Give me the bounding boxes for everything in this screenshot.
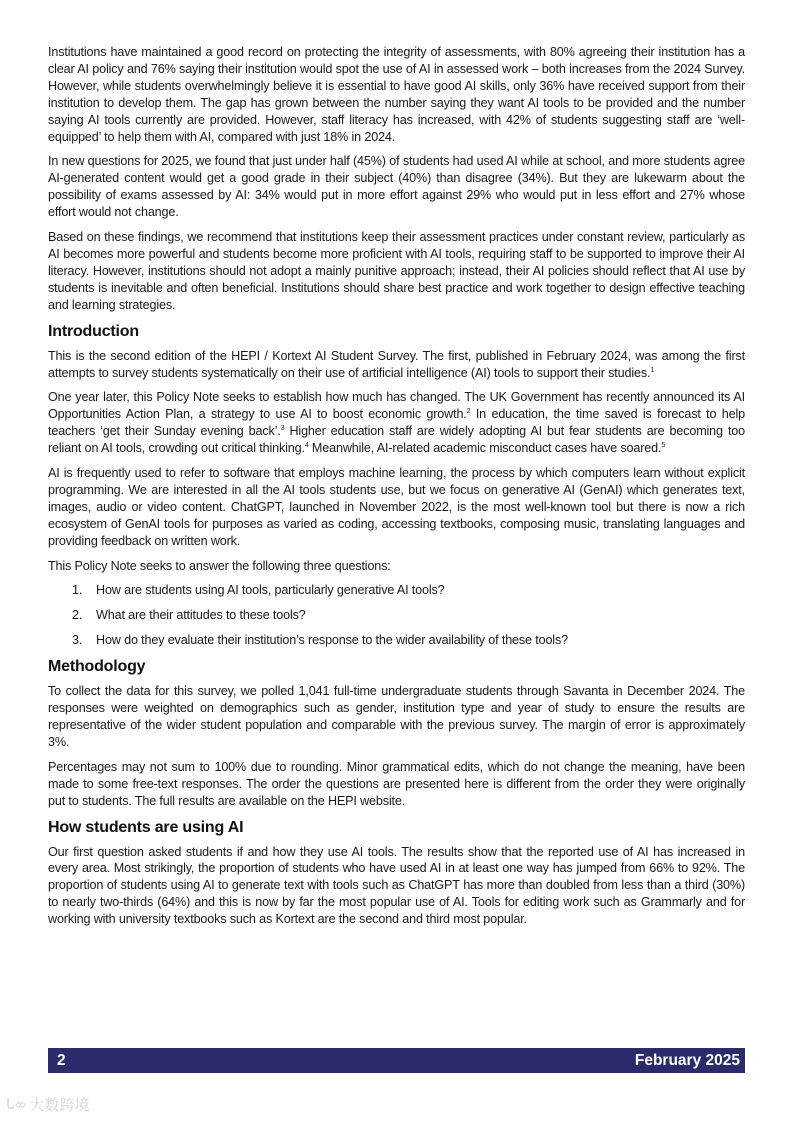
list-item — [48, 607, 745, 624]
summary-paragraph-1: Institutions have maintained a good record on protecting the integrity of assessments, with 80% agreeing their institution has a clear AI policy and 76% saying their institution would spot the use of AI in assessed work – both increases from the 2024 Survey. However, while students overwhelmingly believe it is essential to have good AI skills, only 36% have received support from their institution to develop them. The gap has grown between the number saying they want AI tools to be provided and the number saying AI tools currently are provided. However, staff literacy has increased, with 42% of students suggesting staff are ‘well-equipped’ to help them with AI, compared with just 18% in 2024. — [48, 45, 745, 144]
footnote-ref-5[interactable]: 5 — [661, 442, 666, 450]
watermark — [6, 1094, 89, 1115]
list-item-number: 1. — [72, 583, 83, 598]
methodology-heading: Methodology — [48, 658, 146, 676]
introduction-paragraph-2 — [48, 389, 745, 457]
introduction-paragraph-2-text-b: In education, the time saved is forecast to help teachers ‘get their Sunday evening back’. — [48, 407, 745, 439]
footnote-ref-3[interactable]: 3 — [280, 425, 285, 433]
summary-paragraph-3: Based on these findings, we recommend that institutions keep their assessment practices under constant review, particularly as AI becomes more powerful and students become more proficient with AI tools, requiring staff to be supported to improve their AI literacy. However, institutions should not adopt a mainly punitive approach; instead, their AI policies should reflect that AI use by students is inevitable and often beneficial. Institutions should share best practice and work together to design effective teaching and learning strategies. — [48, 230, 745, 312]
list-item-text: What are their attitudes to these tools? — [96, 608, 306, 623]
list-item-number: 2. — [72, 608, 83, 623]
introduction-paragraph-2-text-a: One year later, this Policy Note seeks to establish how much has changed. The UK Government has recently announced its AI Opportunities Action Plan, a strategy to use AI to boost economic growth. — [48, 390, 745, 422]
usage-paragraph-1: Our first question asked students if and how they use AI tools. The results show that the reported use of AI has increased in every area. Most strikingly, the proportion of students who have used AI in at least one way has jumped from 66% to 92%. The proportion of students using AI to generate text with tools such as ChatGPT has more than doubled from less than a third (30%) to nearly two-thirds (64%) and this is now by far the most popular use of AI. Tools for editing work such as Grammarly and for working with university textbooks such as Kortext are the second and third most popular. — [48, 844, 745, 927]
introduction-paragraph-3: AI is frequently used to refer to software that employs machine learning, the process by which computers learn without explicit programming. We are interested in all the AI tools students use, but we focus on generative AI (GenAI) which generates text, images, audio or video content. ChatGPT, launched in November 2022, is the most well-known tool but there is now a rich ecosystem of GenAI tools for purposes as varied as coding, accessing textbooks, composing music, translating languages and providing feedback on written work. — [48, 466, 745, 548]
watermark-logo-icon: ᒐ∞ — [6, 1096, 27, 1113]
introduction-paragraph-2-text-c: Higher education staff are widely adopting AI but fear students are becoming too reliant on AI tools, crowding out critical thinking. — [48, 424, 745, 456]
list-item — [48, 632, 745, 649]
introduction-paragraph-1-text: This is the second edition of the HEPI / Kortext AI Student Survey. The first, published in February 2024, was among the first attempts to survey students systematically on their use of artificial intelligence (AI) tools to support their studies. — [48, 348, 745, 380]
methodology-paragraph-1: To collect the data for this survey, we polled 1,041 full-time undergraduate students through Savanta in December 2024. The responses were weighted on demographics such as gender, institution type and year of study to ensure the results are representative of the wider student population and comparable with the previous survey. The margin of error is approximately 3%. — [48, 684, 745, 749]
list-item-text: How do they evaluate their institution’s response to the wider availability of these tools? — [96, 633, 568, 648]
document-page — [48, 44, 745, 936]
footnote-ref-2[interactable]: 2 — [466, 408, 471, 416]
introduction-paragraph-2-text-d: Meanwhile, AI-related academic misconduct cases have soared. — [308, 441, 662, 456]
list-item-text: How are students using AI tools, particularly generative AI tools? — [96, 583, 445, 598]
page-number: 2 — [57, 1051, 66, 1069]
footnote-ref-1[interactable]: 1 — [650, 366, 655, 374]
summary-paragraph-2: In new questions for 2025, we found that just under half (45%) of students had used AI while at school, and more students agree AI-generated content would get a good grade in their subject (40%) than disagree (34%). But they are lukewarm about the possibility of exams assessed by AI: 34% would put in more effort against 29% who would put in less effort and 27% whose effort would not change. — [48, 154, 745, 220]
list-item-number: 3. — [72, 633, 83, 648]
footer-date: February 2025 — [634, 1051, 740, 1069]
methodology-paragraph-2: Percentages may not sum to 100% due to rounding. Minor grammatical edits, which do not change the meaning, have been made to some free-text responses. The order the questions are presented here is different from the order they were originally put to students. The full results are available on the HEPI website. — [48, 759, 745, 808]
watermark-text: 大数跨境 — [29, 1096, 90, 1114]
introduction-heading: Introduction — [48, 322, 139, 340]
usage-heading: How students are using AI — [48, 818, 244, 836]
questions-list — [48, 582, 745, 649]
introduction-paragraph-1 — [48, 348, 745, 382]
page-footer-bar — [48, 1048, 745, 1073]
list-item — [48, 582, 745, 599]
introduction-paragraph-4: This Policy Note seeks to answer the following three questions: — [48, 558, 391, 573]
footnote-ref-4[interactable]: 4 — [304, 442, 309, 450]
